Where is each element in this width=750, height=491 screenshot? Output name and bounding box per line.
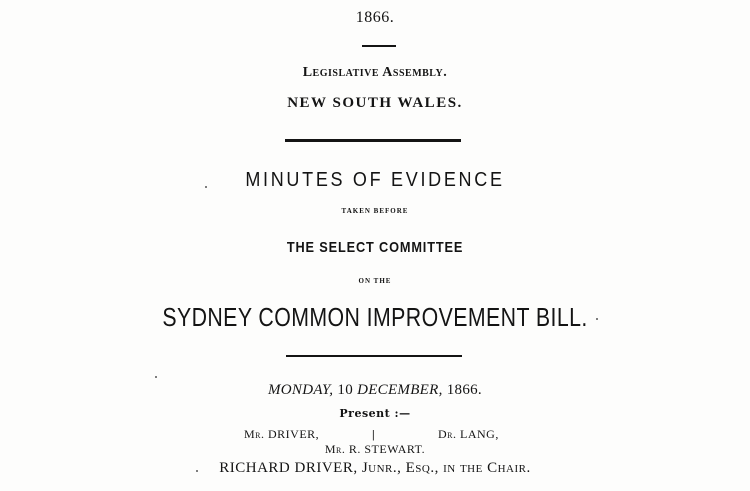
- meeting-month: DECEMBER,: [357, 382, 443, 398]
- chair-statement: RICHARD DRIVER, Junr., Esq., in the Chair.: [219, 460, 531, 476]
- taken-before-label: TAKEN BEFORE: [341, 207, 409, 215]
- members-present-row: [0, 427, 750, 443]
- heading-divider: [285, 139, 461, 142]
- paper-speck: [596, 318, 598, 320]
- paper-speck: [196, 470, 198, 472]
- title-divider: [286, 355, 462, 357]
- member-stewart: Mr. R. STEWART.: [324, 442, 426, 456]
- member-driver: Mr. DRIVER,: [244, 427, 320, 441]
- document-year: 1866.: [355, 9, 395, 26]
- meeting-date: [0, 383, 750, 398]
- bill-title: SYDNEY COMMON IMPROVEMENT BILL.: [162, 302, 588, 332]
- legislative-assembly-heading: Legislative Assembly.: [302, 65, 448, 80]
- state-heading: NEW SOUTH WALES.: [287, 95, 463, 111]
- meeting-date-number: 10: [337, 382, 353, 398]
- short-divider: [362, 45, 396, 47]
- present-label: Present :—: [339, 407, 411, 420]
- select-committee-title: THE SELECT COMMITTEE: [286, 239, 464, 256]
- meeting-year: 1866.: [446, 382, 482, 398]
- paper-speck: [155, 376, 157, 378]
- paper-speck: [205, 186, 207, 188]
- on-the-label: ON THE: [358, 277, 392, 285]
- minutes-of-evidence-title: MINUTES OF EVIDENCE: [245, 169, 505, 191]
- meeting-day: MONDAY,: [268, 382, 334, 398]
- member-lang: Dr. LANG,: [438, 427, 499, 441]
- member-separator: |: [372, 427, 376, 441]
